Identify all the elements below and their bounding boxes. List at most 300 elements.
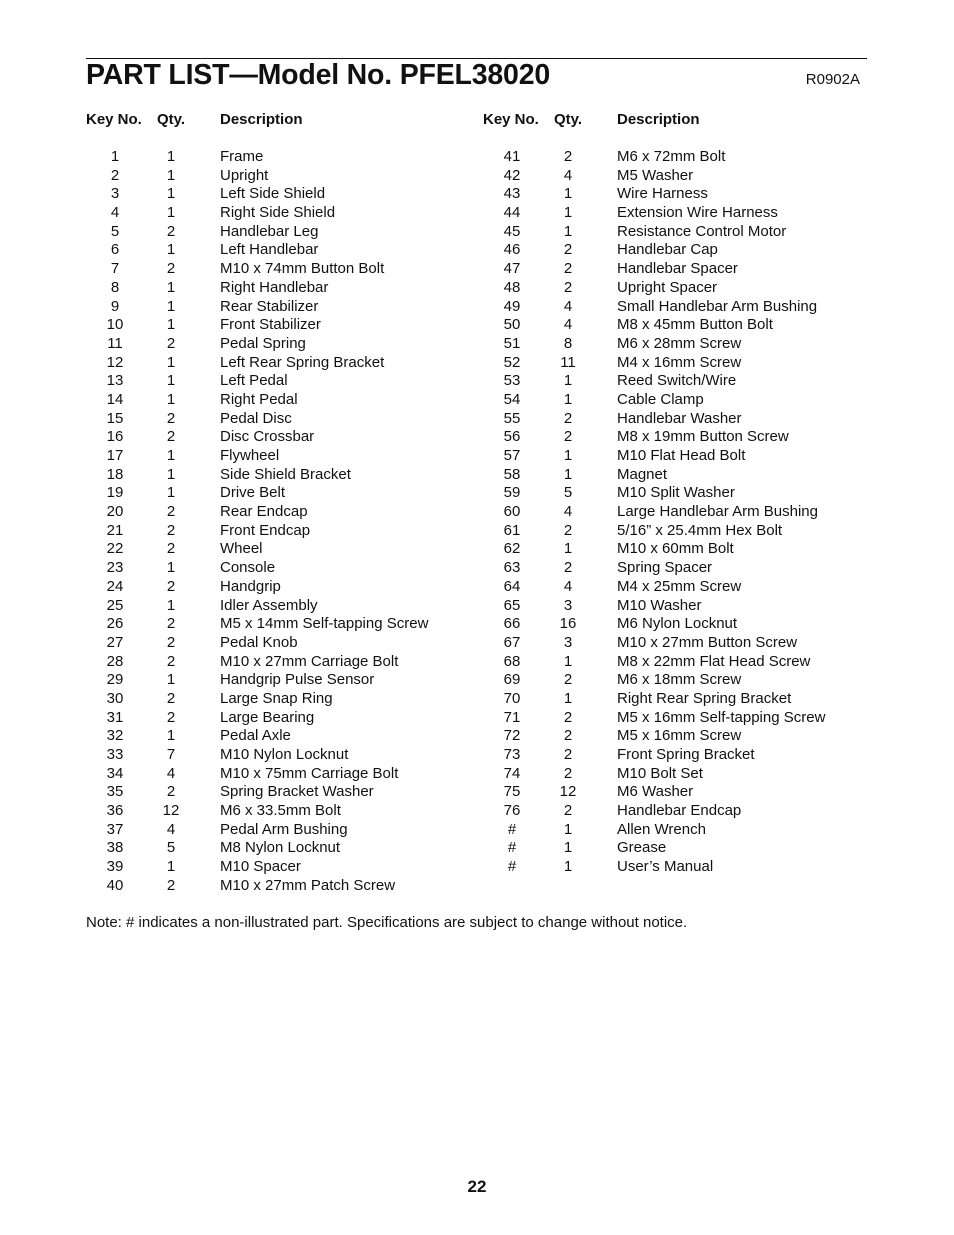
part-description: Frame <box>220 148 264 165</box>
part-qty: 3 <box>563 633 573 651</box>
part-description: M6 x 28mm Screw <box>617 334 742 352</box>
part-description: Left Rear Spring Bracket <box>220 353 385 371</box>
part-description: M5 x 16mm Screw <box>617 727 742 745</box>
part-key-no: 48 <box>503 278 521 296</box>
part-key-no: 44 <box>503 204 521 222</box>
header-description: Description <box>617 111 700 128</box>
part-qty: 4 <box>166 820 176 838</box>
part-description: M6 Washer <box>617 783 694 801</box>
part-key-no: 55 <box>503 409 521 427</box>
header-description: Description <box>220 111 303 128</box>
part-key-no: 33 <box>106 746 124 763</box>
part-qty: 2 <box>166 615 176 633</box>
part-qty: 2 <box>563 278 573 296</box>
table-row <box>483 690 873 709</box>
part-qty: 2 <box>166 521 176 539</box>
part-description: Wire Harness <box>617 185 708 203</box>
part-key-no: 73 <box>503 746 521 763</box>
part-key-no: 12 <box>106 353 124 371</box>
table-row <box>483 839 873 858</box>
table-row <box>483 335 873 354</box>
table-row <box>86 503 476 522</box>
table-row <box>483 597 873 616</box>
part-qty: 2 <box>166 409 176 427</box>
part-key-no: 34 <box>106 764 124 782</box>
part-qty: 4 <box>166 764 176 782</box>
part-key-no: 42 <box>503 166 521 184</box>
part-description: Handlebar Spacer <box>617 260 738 278</box>
part-key-no: 51 <box>503 334 521 352</box>
parts-rows-left <box>86 148 476 896</box>
part-description: Side Shield Bracket <box>220 465 351 483</box>
table-row <box>483 802 873 821</box>
table-row <box>483 746 873 765</box>
part-description: M5 x 14mm Self-tapping Screw <box>220 615 429 633</box>
footnote: Note: # indicates a non-illustrated part. Specifications are subject to change without notice. <box>86 914 688 931</box>
table-row <box>483 316 873 335</box>
part-qty: 1 <box>166 166 176 184</box>
part-description: Rear Stabilizer <box>220 297 319 315</box>
part-description: 5/16” x 25.4mm Hex Bolt <box>617 521 783 539</box>
part-key-no: 53 <box>503 372 521 390</box>
part-qty: 2 <box>166 222 176 240</box>
part-description: M6 x 72mm Bolt <box>617 148 726 165</box>
part-key-no: 62 <box>503 540 521 558</box>
part-qty: 1 <box>166 858 176 876</box>
table-row <box>86 522 476 541</box>
part-key-no: 30 <box>106 689 124 707</box>
table-row <box>86 148 476 167</box>
table-row <box>483 204 873 223</box>
part-key-no: 50 <box>503 316 521 334</box>
part-qty: 8 <box>563 334 573 352</box>
part-qty: 2 <box>563 409 573 427</box>
table-header <box>483 111 873 131</box>
part-key-no: 63 <box>503 559 521 577</box>
table-row <box>483 484 873 503</box>
part-key-no: 35 <box>106 783 124 801</box>
part-qty: 1 <box>166 185 176 203</box>
table-row <box>483 858 873 877</box>
part-qty: 1 <box>166 278 176 296</box>
part-key-no: 5 <box>110 222 120 240</box>
table-row <box>483 540 873 559</box>
part-key-no: 15 <box>106 409 124 427</box>
part-key-no: 4 <box>110 204 120 222</box>
table-row <box>86 167 476 186</box>
part-qty: 1 <box>166 447 176 464</box>
part-key-no: 65 <box>503 596 521 614</box>
part-key-no: 59 <box>503 484 521 502</box>
part-key-no: 36 <box>106 802 124 820</box>
part-qty: 1 <box>166 559 176 577</box>
part-description: Handgrip Pulse Sensor <box>220 671 375 689</box>
part-qty: 2 <box>563 671 573 689</box>
part-description: Large Snap Ring <box>220 689 333 707</box>
part-key-no: 41 <box>503 148 521 165</box>
part-qty: 1 <box>563 858 573 876</box>
table-row <box>86 653 476 672</box>
part-key-no: 2 <box>110 166 120 184</box>
part-key-no: # <box>507 858 517 876</box>
table-row <box>483 298 873 317</box>
part-qty: 2 <box>563 521 573 539</box>
table-row <box>86 690 476 709</box>
part-qty: 2 <box>166 540 176 558</box>
part-qty: 2 <box>563 148 573 165</box>
part-key-no: 7 <box>110 260 120 278</box>
header-qty: Qty. <box>157 111 186 128</box>
part-description: M8 x 19mm Button Screw <box>617 428 789 446</box>
table-row <box>483 578 873 597</box>
table-row <box>483 727 873 746</box>
table-row <box>86 428 476 447</box>
part-qty: 2 <box>166 260 176 278</box>
part-qty: 1 <box>563 372 573 390</box>
part-qty: 2 <box>563 764 573 782</box>
parts-table-left <box>86 111 476 894</box>
part-key-no: 68 <box>503 652 521 670</box>
part-qty: 1 <box>166 465 176 483</box>
table-row <box>483 671 873 690</box>
part-description: Right Handlebar <box>220 278 329 296</box>
part-qty: 2 <box>563 260 573 278</box>
part-qty: 1 <box>563 839 573 857</box>
part-qty: 2 <box>563 241 573 259</box>
part-description: M10 x 27mm Button Screw <box>617 633 798 651</box>
part-qty: 2 <box>563 708 573 726</box>
document-code: R0902A <box>805 71 860 88</box>
table-row <box>483 615 873 634</box>
part-description: M10 Spacer <box>220 858 301 876</box>
table-row <box>483 709 873 728</box>
part-key-no: 67 <box>503 633 521 651</box>
table-row <box>86 746 476 765</box>
part-qty: 3 <box>563 596 573 614</box>
part-description: Wheel <box>220 540 263 558</box>
table-row <box>483 634 873 653</box>
part-key-no: 40 <box>106 876 124 894</box>
table-row <box>483 503 873 522</box>
part-key-no: 56 <box>503 428 521 446</box>
part-description: Magnet <box>617 465 668 483</box>
part-qty: 2 <box>166 428 176 446</box>
part-description: Cable Clamp <box>617 390 704 408</box>
part-key-no: 9 <box>110 297 120 315</box>
part-qty: 1 <box>166 372 176 390</box>
table-row <box>86 335 476 354</box>
table-row <box>86 559 476 578</box>
part-qty: 1 <box>166 297 176 315</box>
table-row <box>86 578 476 597</box>
part-description: Handlebar Washer <box>617 409 742 427</box>
part-qty: 2 <box>166 652 176 670</box>
part-description: Drive Belt <box>220 484 286 502</box>
table-row <box>483 354 873 373</box>
part-description: M10 Flat Head Bolt <box>617 447 746 464</box>
table-row <box>483 466 873 485</box>
part-key-no: # <box>507 839 517 857</box>
table-row <box>86 354 476 373</box>
table-row <box>86 372 476 391</box>
part-key-no: 25 <box>106 596 124 614</box>
part-description: Handlebar Cap <box>617 241 718 259</box>
part-key-no: 27 <box>106 633 124 651</box>
part-key-no: 14 <box>106 390 124 408</box>
part-description: Pedal Knob <box>220 633 298 651</box>
part-description: M10 x 27mm Patch Screw <box>220 876 396 894</box>
part-description: Handgrip <box>220 577 281 595</box>
table-row <box>86 839 476 858</box>
part-qty: 4 <box>563 316 573 334</box>
part-description: Reed Switch/Wire <box>617 372 737 390</box>
part-qty: 1 <box>563 820 573 838</box>
table-row <box>483 279 873 298</box>
table-row <box>86 410 476 429</box>
part-qty: 4 <box>563 297 573 315</box>
part-qty: 1 <box>166 727 176 745</box>
part-key-no: 17 <box>106 447 124 464</box>
part-description: Front Endcap <box>220 521 311 539</box>
part-key-no: 57 <box>503 447 521 464</box>
table-row <box>86 877 476 896</box>
part-key-no: 69 <box>503 671 521 689</box>
table-row <box>483 372 873 391</box>
part-description: Front Stabilizer <box>220 316 321 334</box>
part-qty: 2 <box>563 727 573 745</box>
part-key-no: 47 <box>503 260 521 278</box>
table-row <box>86 260 476 279</box>
part-description: Extension Wire Harness <box>617 204 778 222</box>
part-key-no: 1 <box>110 148 120 165</box>
part-qty: 1 <box>166 353 176 371</box>
part-qty: 2 <box>563 428 573 446</box>
part-key-no: 29 <box>106 671 124 689</box>
table-row <box>86 858 476 877</box>
part-description: Console <box>220 559 276 577</box>
part-qty: 1 <box>563 540 573 558</box>
table-row <box>86 671 476 690</box>
part-qty: 2 <box>166 708 176 726</box>
part-description: M8 x 45mm Button Bolt <box>617 316 773 334</box>
part-description: M6 x 33.5mm Bolt <box>220 802 341 820</box>
part-description: Right Pedal <box>220 390 298 408</box>
table-row <box>86 447 476 466</box>
table-row <box>86 204 476 223</box>
part-description: Idler Assembly <box>220 596 318 614</box>
header-key-no: Key No. <box>483 111 539 128</box>
part-description: M10 Split Washer <box>617 484 735 502</box>
part-key-no: # <box>507 820 517 838</box>
part-key-no: 72 <box>503 727 521 745</box>
table-row <box>86 540 476 559</box>
part-key-no: 45 <box>503 222 521 240</box>
part-qty: 2 <box>563 746 573 763</box>
part-key-no: 75 <box>503 783 521 801</box>
part-qty: 2 <box>166 689 176 707</box>
part-qty: 12 <box>559 783 577 801</box>
part-description: Pedal Spring <box>220 334 306 352</box>
part-qty: 1 <box>563 390 573 408</box>
table-row <box>483 167 873 186</box>
table-row <box>86 634 476 653</box>
part-key-no: 23 <box>106 559 124 577</box>
page-number: 22 <box>467 1177 487 1196</box>
table-row <box>483 559 873 578</box>
table-row <box>86 802 476 821</box>
table-row <box>86 709 476 728</box>
part-qty: 1 <box>563 447 573 464</box>
part-qty: 4 <box>563 503 573 521</box>
table-row <box>86 597 476 616</box>
table-row <box>483 522 873 541</box>
part-description: Small Handlebar Arm Bushing <box>617 297 818 315</box>
table-row <box>86 185 476 204</box>
part-description: Rear Endcap <box>220 503 308 521</box>
part-description: Pedal Axle <box>220 727 291 745</box>
part-key-no: 6 <box>110 241 120 259</box>
part-description: M10 Nylon Locknut <box>220 746 349 763</box>
part-description: Resistance Control Motor <box>617 222 787 240</box>
table-row <box>86 484 476 503</box>
table-row <box>483 410 873 429</box>
part-description: M4 x 16mm Screw <box>617 353 742 371</box>
table-row <box>483 241 873 260</box>
table-row <box>483 148 873 167</box>
part-qty: 1 <box>166 316 176 334</box>
part-description: Grease <box>617 839 667 857</box>
part-qty: 2 <box>166 783 176 801</box>
part-description: M5 Washer <box>617 166 694 184</box>
part-description: Left Side Shield <box>220 185 326 203</box>
table-row <box>483 447 873 466</box>
part-key-no: 20 <box>106 503 124 521</box>
part-description: Allen Wrench <box>617 820 706 838</box>
part-description: Upright <box>220 166 269 184</box>
header-key-no: Key No. <box>86 111 142 128</box>
part-qty: 1 <box>563 204 573 222</box>
table-row <box>483 783 873 802</box>
part-qty: 7 <box>166 746 176 763</box>
table-row <box>86 316 476 335</box>
part-description: Spring Bracket Washer <box>220 783 374 801</box>
part-description: Front Spring Bracket <box>617 746 755 763</box>
part-key-no: 43 <box>503 185 521 203</box>
table-row <box>483 185 873 204</box>
part-key-no: 64 <box>503 577 521 595</box>
part-key-no: 49 <box>503 297 521 315</box>
part-description: Left Handlebar <box>220 241 319 259</box>
part-key-no: 58 <box>503 465 521 483</box>
part-key-no: 54 <box>503 390 521 408</box>
part-description: Left Pedal <box>220 372 288 390</box>
table-row <box>86 727 476 746</box>
header-qty: Qty. <box>554 111 583 128</box>
part-key-no: 26 <box>106 615 124 633</box>
part-key-no: 38 <box>106 839 124 857</box>
part-key-no: 70 <box>503 689 521 707</box>
table-row <box>86 466 476 485</box>
part-description: M10 Washer <box>617 596 702 614</box>
part-qty: 1 <box>563 185 573 203</box>
part-qty: 1 <box>166 204 176 222</box>
part-description: Handlebar Endcap <box>617 802 742 820</box>
part-description: Pedal Disc <box>220 409 292 427</box>
part-description: M6 Nylon Locknut <box>617 615 738 633</box>
table-row <box>483 428 873 447</box>
part-qty: 1 <box>563 222 573 240</box>
part-qty: 2 <box>166 633 176 651</box>
part-qty: 2 <box>166 876 176 894</box>
part-qty: 4 <box>563 577 573 595</box>
part-description: M4 x 25mm Screw <box>617 577 742 595</box>
part-key-no: 32 <box>106 727 124 745</box>
table-row <box>483 653 873 672</box>
part-description: M10 x 75mm Carriage Bolt <box>220 764 399 782</box>
part-description: Large Bearing <box>220 708 315 726</box>
part-key-no: 16 <box>106 428 124 446</box>
part-qty: 11 <box>560 353 576 371</box>
part-key-no: 8 <box>110 278 120 296</box>
part-qty: 4 <box>563 166 573 184</box>
part-key-no: 21 <box>106 521 124 539</box>
part-description: Flywheel <box>220 447 280 464</box>
table-row <box>483 260 873 279</box>
part-qty: 1 <box>166 390 176 408</box>
part-description: M10 x 74mm Button Bolt <box>220 260 385 278</box>
part-description: Upright Spacer <box>617 278 718 296</box>
part-key-no: 31 <box>106 708 124 726</box>
table-row <box>86 783 476 802</box>
part-qty: 5 <box>166 839 176 857</box>
table-row <box>483 223 873 242</box>
part-description: Large Handlebar Arm Bushing <box>617 503 818 521</box>
part-qty: 2 <box>166 503 176 521</box>
page-title: PART LIST—Model No. PFEL38020 <box>86 59 550 91</box>
part-qty: 2 <box>563 802 573 820</box>
part-key-no: 10 <box>106 316 124 334</box>
part-description: M6 x 18mm Screw <box>617 671 742 689</box>
part-description: Disc Crossbar <box>220 428 315 446</box>
part-key-no: 61 <box>503 521 521 539</box>
table-row <box>483 391 873 410</box>
part-description: Spring Spacer <box>617 559 713 577</box>
part-key-no: 18 <box>106 465 124 483</box>
part-qty: 5 <box>563 484 573 502</box>
table-row <box>86 223 476 242</box>
table-row <box>483 821 873 840</box>
part-key-no: 37 <box>106 820 124 838</box>
part-qty: 2 <box>166 334 176 352</box>
part-key-no: 46 <box>503 241 521 259</box>
part-key-no: 76 <box>503 802 521 820</box>
part-qty: 1 <box>166 241 176 259</box>
table-header <box>86 111 476 131</box>
table-row <box>86 615 476 634</box>
table-row <box>86 821 476 840</box>
part-qty: 12 <box>162 802 180 820</box>
part-description: Right Rear Spring Bracket <box>617 689 792 707</box>
part-qty: 1 <box>166 484 176 502</box>
part-description: M5 x 16mm Self-tapping Screw <box>617 708 826 726</box>
part-qty: 2 <box>166 577 176 595</box>
table-row <box>86 391 476 410</box>
part-qty: 1 <box>563 689 573 707</box>
part-description: User’s Manual <box>617 858 714 876</box>
table-row <box>483 765 873 784</box>
table-row <box>86 298 476 317</box>
table-row <box>86 279 476 298</box>
